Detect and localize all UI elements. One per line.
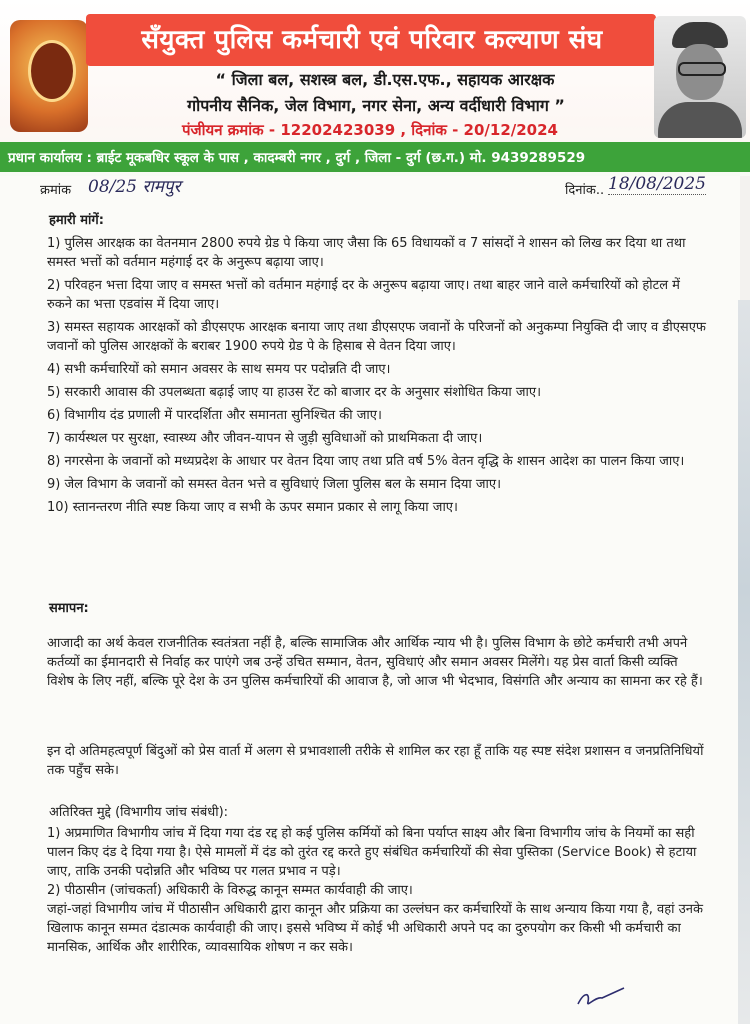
list-item: 3) समस्त सहायक आरक्षकों को डीएसएफ आरक्षक बनाया जाए तथा डीएसएफ जवानों के परिजनों को अनुकम्पा नियुक्ति दी जाए व डीएसएफ जवानों को पुलिस आरक्षकों के बराबर 1900 रुपये ग्रेड पे के हिसाब से वेतन दिया जाए। xyxy=(47,320,706,354)
list-item: 2) परिवहन भत्ता दिया जाए व समस्त भत्तों को वर्तमान महंगाई दर के अनुरूप बढ़ाया जाए। तथा बाहर जाने वाले कर्मचारियों को होटल में रुकने का भत्ता एडवांस में दिया जाए। xyxy=(47,278,680,312)
signature-mark xyxy=(570,986,630,1010)
list-item: 1) पुलिस आरक्षक का वेतनमान 2800 रुपये ग्रेड पे किया जाए जैसा कि 65 विधायकों व 7 सांसदों ने शासन को लिख कर दिया था तथा समस्त भत्तों को वर्तमान महंगाई दर के अनुरूप बढ़ाया जाए। xyxy=(47,236,686,270)
list-item: 5) सरकारी आवास की उपलब्धता बढ़ाई जाए या हाउस रेंट को बाजार दर के अनुसार संशोधित किया जाए। xyxy=(47,385,542,400)
date-value: 18/08/2025 xyxy=(608,174,706,194)
letterhead xyxy=(0,0,750,176)
reference-number-value: 08/25 रामपुर xyxy=(88,177,181,197)
list-item: 8) नगरसेना के जवानों को मध्यप्रदेश के आधार पर वेतन दिया जाए तथा प्रति वर्ष 5% वेतन वृद्धि के शासन आदेश का पालन किया जाए। xyxy=(47,454,685,469)
additional-heading: अतिरिक्त मुद्दे (विभागीय जांच संबंधी): xyxy=(49,805,229,820)
conclusion-heading: समापन: xyxy=(49,601,89,616)
reference-row xyxy=(0,176,750,202)
list-item: 9) जेल विभाग के जवानों को समस्त वेतन भत्ते व सुविधाएं जिला पुलिस बल के समान दिया जाए। xyxy=(47,477,502,492)
subtitle-line-1: “ जिला बल, सशस्त्र बल, डी.एस.एफ., सहायक आरक्षक xyxy=(215,70,555,89)
conclusion-paragraph-2 xyxy=(47,742,707,780)
organization-title: सँयुक्त पुलिस कर्मचारी एवं परिवार कल्याण संघ xyxy=(141,25,603,55)
paragraph-text: इन दो अतिमहत्वपूर्ण बिंदुओं को प्रेस वार्ता में अलग से प्रभावशाली तरीके से शामिल कर रहा हूँ ताकि यह स्पष्ट संदेश प्रशासन व जनप्रतिनिधियों तक पहुँच सके। xyxy=(47,744,704,778)
date-label: दिनांक.. xyxy=(565,183,605,198)
subtitle-line-2: गोपनीय सैनिक, जेल विभाग, नगर सेना, अन्य वर्दीधारी विभाग ” xyxy=(187,96,565,115)
registration-number: पंजीयन क्रमांक - 12202423039 , दिनांक - 20/12/2024 xyxy=(181,121,558,139)
list-item: 7) कार्यस्थल पर सुरक्षा, स्वास्थ्य और जीवन-यापन से जुड़ी सुविधाओं को प्राथमिकता दी जाए। xyxy=(47,431,483,446)
additional-point-2-detail: जहां-जहां विभागीय जांच में पीठासीन अधिकारी द्वारा कानून और प्रक्रिया का उल्लंघन कर कर्मचारियों के साथ अन्याय किया गया है, वहां उनके खिलाफ कानून सम्मत दंडात्मक कार्यवाही की जाए। इससे भविष्य में कोई भी अधिकारी अपने पद का दुरुपयोग कर किसी भी कर्मचारी का मानसिक, आर्थिक और शारीरिक, व्यावसायिक शोषण न कर सके। xyxy=(47,902,703,955)
additional-points xyxy=(47,824,707,957)
list-item: 4) सभी कर्मचारियों को समान अवसर के साथ समय पर पदोन्नति दी जाए। xyxy=(47,362,391,377)
additional-point-1: 1) अप्रमाणित विभागीय जांच में दिया गया दंड रद्द हो कई पुलिस कर्मियों को बिना पर्याप्त साक्ष्य और बिना विभागीय जांच के नियमों का सही पालन किए दंड दे दिया गया है। ऐसे मामलों में दंड को तुरंत रद्द करते हुए संबंधित कर्मचारियों की सेवा पुस्तिका (Service Book) से हटाया जाए, ताकि उनकी पदोन्नति और भविष्य पर गलत प्रभाव न पड़े। xyxy=(47,826,697,879)
list-item: 6) विभागीय दंड प्रणाली में पारदर्शिता और समानता सुनिश्चित की जाए। xyxy=(47,408,382,423)
demands-heading: हमारी मांगें: xyxy=(49,213,104,228)
office-address: प्रधान कार्यालय : ब्राईट मूकबधिर स्कूल के पास , कादम्बरी नगर , दुर्ग , जिला - दुर्ग (छ.ग.) मो. 9439289529 xyxy=(8,150,586,166)
additional-point-2: 2) पीठासीन (जांचकर्ता) अधिकारी के विरुद्ध कानून सम्मत कार्यवाही की जाए। xyxy=(47,883,413,898)
paragraph-text: आजादी का अर्थ केवल राजनीतिक स्वतंत्रता नहीं है, बल्कि सामाजिक और आर्थिक न्याय भी है। पुलिस विभाग के छोटे कर्मचारी तभी अपने कर्तव्यों का ईमानदारी से निर्वाह कर पाएंगे जब उन्हें उचित सम्मान, वेतन, सुविधाएं और समान अवसर मिलेंगे। यह प्रेस वार्ता किसी व्यक्ति विशेष के लिए नहीं, बल्कि पूरे देश के उन पुलिस कर्मचारियों की आवाज है, जो आज भी भेदभाव, विसंगति और अन्याय का सामना कर रहे हैं। xyxy=(47,636,703,689)
background-edge xyxy=(738,300,750,1024)
demands-list xyxy=(47,234,707,521)
emblem-logo-icon xyxy=(10,20,88,132)
leader-portrait-icon xyxy=(654,16,746,138)
conclusion-paragraph-1 xyxy=(47,634,707,691)
reference-number-label: क्रमांक xyxy=(40,183,72,198)
list-item: 10) स्तानन्तरण नीति स्पष्ट किया जाए व सभी के ऊपर समान प्रकार से लागू किया जाए। xyxy=(47,500,458,515)
